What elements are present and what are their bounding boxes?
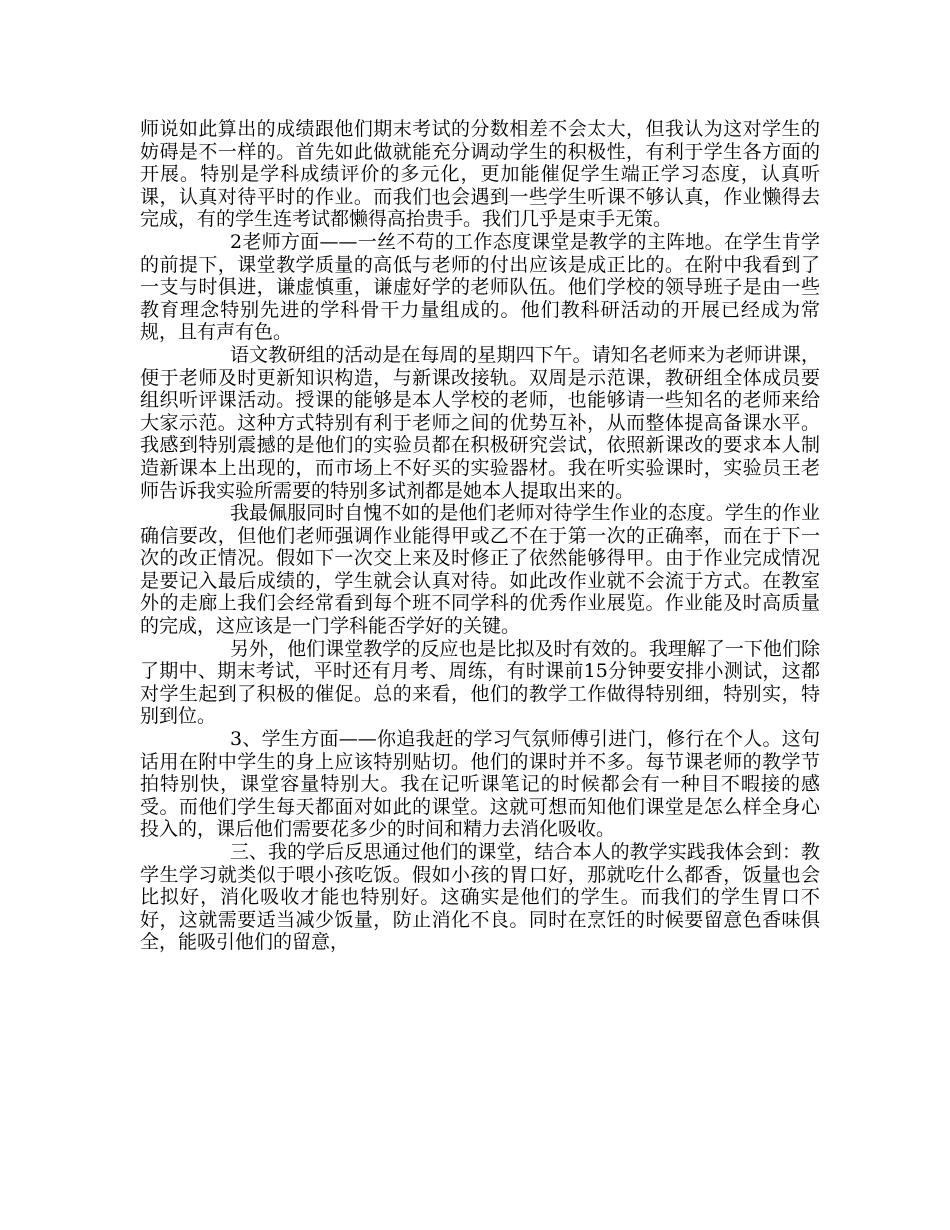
document-page	[140, 118, 820, 954]
paragraph-student-atmosphere: 3、学生方面——你追我赶的学习气氛师傅引进门，修行在个人。这句话用在附中学生的身上应该特别贴切。他们的课时并不多。每节课老师的教学节拍特别快，课堂容量特别大。我在记听课笔记的时候都会有一种目不暇接的感受。而他们学生每天都面对如此的课堂。这就可想而知他们课堂是怎么样全身心投入的，课后他们需要花多少的时间和精力去消化吸收。	[140, 728, 820, 841]
paragraph-reflection: 三、我的学后反思通过他们的课堂，结合本人的教学实践我体会到：教学生学习就类似于喂小孩吃饭。假如小孩的胃口好，那就吃什么都香，饭量也会比拟好，消化吸收才能也特别好。这确实是他们的学生。而我们的学生胃口不好，这就需要适当减少饭量，防止消化不良。同时在烹饪的时候要留意色香味俱全，能吸引他们的留意，	[140, 841, 820, 954]
paragraph-teacher-attitude: 2老师方面——一丝不苟的工作态度课堂是教学的主阵地。在学生肯学的前提下，课堂教学质量的高低与老师的付出应该是成正比的。在附中我看到了一支与时俱进，谦虚慎重，谦虚好学的老师队伍。他们学校的领导班子是由一些教育理念特别先进的学科骨干力量组成的。他们教科研活动的开展已经成为常规，且有声有色。	[140, 230, 820, 344]
paragraph-continuation: 师说如此算出的成绩跟他们期末考试的分数相差不会太大，但我认为这对学生的妨碍是不一样的。首先如此做就能充分调动学生的积极性，有利于学生各方面的开展。特别是学科成绩评价的多元化，更加能催促学生端正学习态度，认真听课，认真对待平时的作业。而我们也会遇到一些学生听课不够认真，作业懒得去完成，有的学生连考试都懒得高抬贵手。我们几乎是束手无策。	[140, 118, 820, 231]
paragraph-classroom-feedback: 另外，他们课堂教学的反应也是比拟及时有效的。我理解了一下他们除了期中、期末考试，平时还有月考、周练，有时课前15分钟要安排小测试，这都对学生起到了积极的催促。总的来看，他们的教学工作做得特别细，特别实，特别到位。	[140, 637, 820, 728]
paragraph-homework-attitude: 我最佩服同时自愧不如的是他们老师对待学生作业的态度。学生的作业确信要改，但他们老师强调作业能得甲或乙不在于第一次的正确率，而在于下一次的改正情况。假如下一次交上来及时修正了依然能够得甲。由于作业完成情况是要记入最后成绩的，学生就会认真对待。如此改作业就不会流于方式。在教室外的走廊上我们会经常看到每个班不同学科的优秀作业展览。作业能及时高质量的完成，这应该是一门学科能否学好的关键。	[140, 502, 820, 638]
paragraph-chinese-research-group: 语文教研组的活动是在每周的星期四下午。请知名老师来为老师讲课，便于老师及时更新知识构造，与新课改接轨。双周是示范课，教研组全体成员要组织听评课活动。授课的能够是本人学校的老师，也能够请一些知名的老师来给大家示范。这种方式特别有利于老师之间的优势互补，从而整体提高备课水平。我感到特别震撼的是他们的实验员都在积极研究尝试，依照新课改的要求本人制造新课本上出现的，而市场上不好买的实验器材。我在听实验课时，实验员王老师告诉我实验所需要的特别多试剂都是她本人提取出来的。	[140, 343, 820, 502]
